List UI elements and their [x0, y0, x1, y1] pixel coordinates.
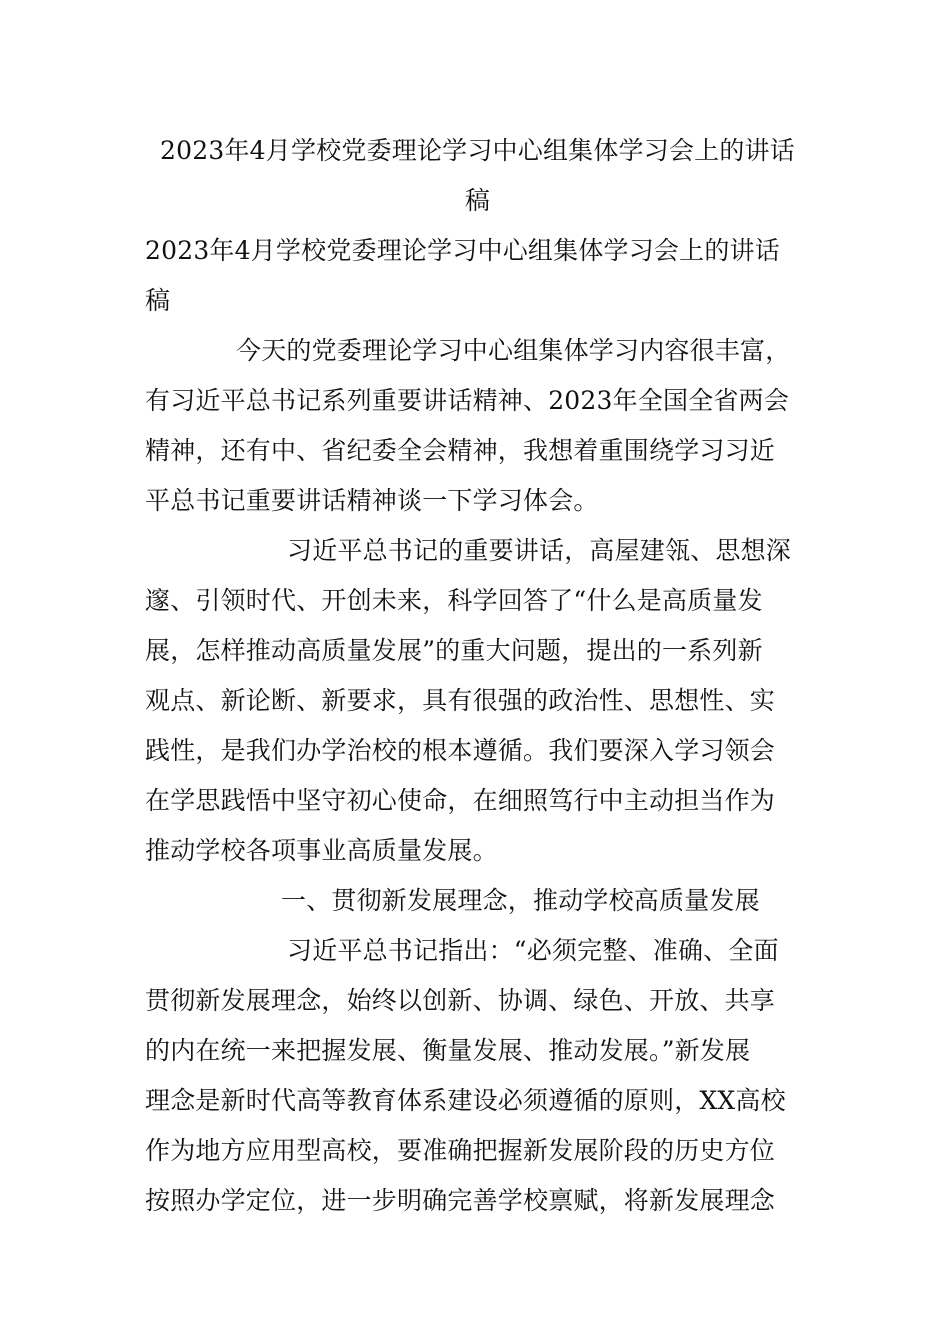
body-line: 作为地方应用型高校，要准确把握新发展阶段的历史方位: [145, 1136, 776, 1165]
body-line: 习近平总书记的重要讲话，高屋建瓴、思想深: [287, 536, 792, 565]
body-line: 平总书记重要讲话精神谈一下学习体会。: [145, 486, 599, 515]
body-line: 在学思践悟中坚守初心使命，在细照笃行中主动担当作为: [145, 786, 776, 815]
document-subtitle-line-1: 2023年4月学校党委理论学习中心组集体学习会上的讲话: [145, 236, 780, 265]
body-line: 有习近平总书记系列重要讲话精神、2023年全国全省两会: [145, 386, 790, 415]
body-line: 展，怎样推动高质量发展”的重大问题，提出的一系列新: [145, 636, 763, 665]
body-line: 邃、引领时代、开创未来，科学回答了“什么是高质量发: [145, 586, 763, 615]
body-line: 践性，是我们办学治校的根本遵循。我们要深入学习领会: [145, 736, 776, 765]
section-heading: 一、贯彻新发展理念，推动学校高质量发展: [281, 886, 760, 915]
body-line: 理念是新时代高等教育体系建设必须遵循的原则，XX高校: [145, 1086, 786, 1115]
body-line: 今天的党委理论学习中心组集体学习内容很丰富，: [236, 336, 791, 365]
document-title-line-2: 稿: [464, 186, 491, 215]
body-line: 按照办学定位，进一步明确完善学校禀赋，将新发展理念: [145, 1186, 776, 1215]
body-line: 贯彻新发展理念，始终以创新、协调、绿色、开放、共享: [145, 986, 776, 1015]
body-line: 习近平总书记指出：“必须完整、准确、全面: [287, 936, 779, 965]
body-line: 精神，还有中、省纪委全会精神，我想着重围绕学习习近: [145, 436, 776, 465]
document-title-line-1: 2023年4月学校党委理论学习中心组集体学习会上的讲话: [160, 136, 795, 165]
body-line: 的内在统一来把握发展、衡量发展、推动发展。”新发展: [145, 1036, 751, 1065]
document-subtitle-line-2: 稿: [145, 286, 171, 315]
body-line: 推动学校各项事业高质量发展。: [145, 836, 498, 865]
body-line: 观点、新论断、新要求，具有很强的政治性、思想性、实: [145, 686, 776, 715]
